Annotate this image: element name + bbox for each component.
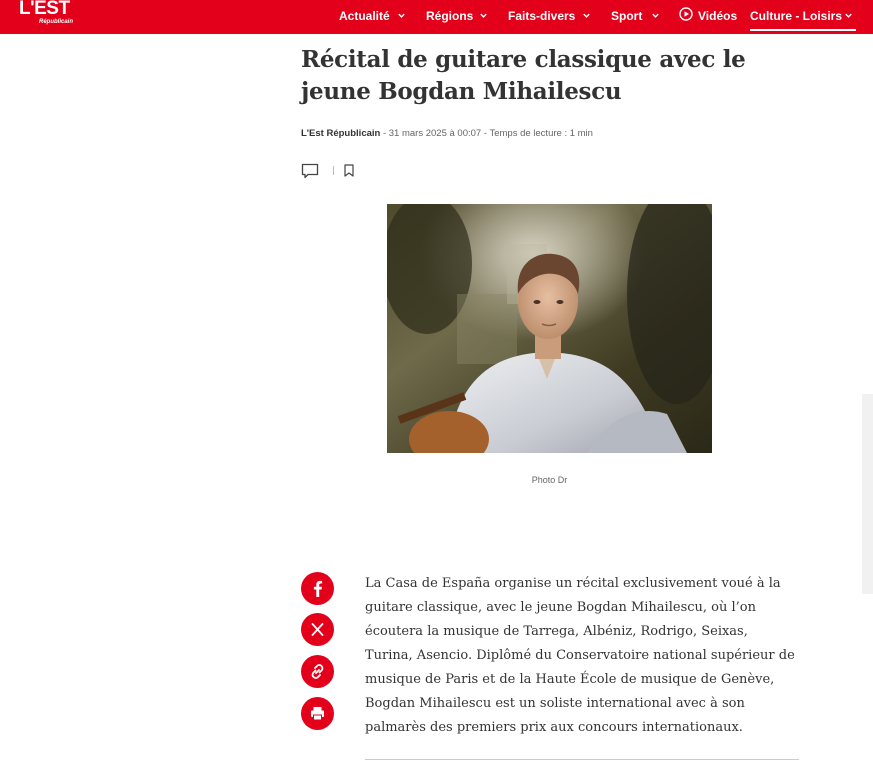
nav-item-culture-loisirs[interactable] — [750, 8, 842, 24]
x-icon — [301, 613, 334, 646]
nav-active-indicator — [750, 29, 856, 31]
chevron-down-icon — [582, 11, 591, 20]
logo-main: L'EST — [19, 0, 70, 19]
top-nav-bar — [0, 0, 873, 34]
play-circle-icon[interactable] — [679, 7, 693, 21]
facebook-icon — [301, 572, 334, 605]
nav-item-label: Vidéos — [698, 9, 738, 23]
nav-item-label: Culture - Loisirs — [750, 9, 843, 23]
share-x-button[interactable] — [301, 613, 334, 646]
nav-item-label: Sport — [611, 9, 643, 23]
site-logo[interactable] — [19, 0, 75, 28]
link-icon — [301, 655, 334, 688]
nav-item-sport[interactable] — [611, 8, 642, 24]
article-author[interactable]: L'Est Républicain — [301, 128, 381, 139]
scrollbar-track[interactable] — [862, 394, 873, 594]
article-photo — [387, 204, 712, 453]
action-divider — [333, 166, 334, 175]
chevron-down-icon — [651, 11, 660, 20]
nav-item-videos[interactable] — [698, 8, 737, 24]
nav-item-actualite[interactable] — [339, 8, 390, 24]
guitarist-portrait-image — [387, 204, 712, 453]
chevron-down-icon — [397, 11, 406, 20]
chevron-down-icon — [479, 11, 488, 20]
share-link-button[interactable] — [301, 655, 334, 688]
nav-item-label: Actualité — [339, 9, 390, 23]
article-body: La Casa de España organise un récital exclusivement voué à la guitare classique, avec le jeune Bogdan Mihailescu, où l’on écoutera la musique de Tarrega, Albéniz, Rodrigo, Seixas, Turina, Asencio. Diplômé du Conservatoire national supérieur de musique de Paris et de la Haute École de musique de Genève, Bogdan Mihailescu est un soliste international avec à son palmarès des premiers prix aux concours internationaux. — [365, 576, 795, 735]
chevron-down-icon — [844, 11, 853, 20]
nav-item-label: Régions — [426, 9, 474, 23]
nav-item-faits-divers[interactable] — [508, 8, 575, 24]
nav-item-regions[interactable] — [426, 8, 473, 24]
photo-caption: Photo Dr — [531, 475, 568, 485]
print-icon — [301, 697, 334, 730]
share-facebook-button[interactable] — [301, 572, 334, 605]
bookmark-icon[interactable] — [344, 164, 354, 177]
comment-icon[interactable] — [301, 163, 319, 179]
print-button[interactable] — [301, 697, 334, 730]
article-title: Récital de guitare classique avec le jeune Bogdan Mihailescu — [301, 46, 746, 105]
article-date-readtime: - 31 mars 2025 à 00:07 - Temps de lecture : 1 min — [380, 128, 593, 139]
logo-sub: Républicain — [39, 19, 74, 25]
nav-item-label: Faits-divers — [508, 9, 576, 23]
section-divider — [365, 759, 799, 760]
article-meta — [301, 128, 593, 139]
